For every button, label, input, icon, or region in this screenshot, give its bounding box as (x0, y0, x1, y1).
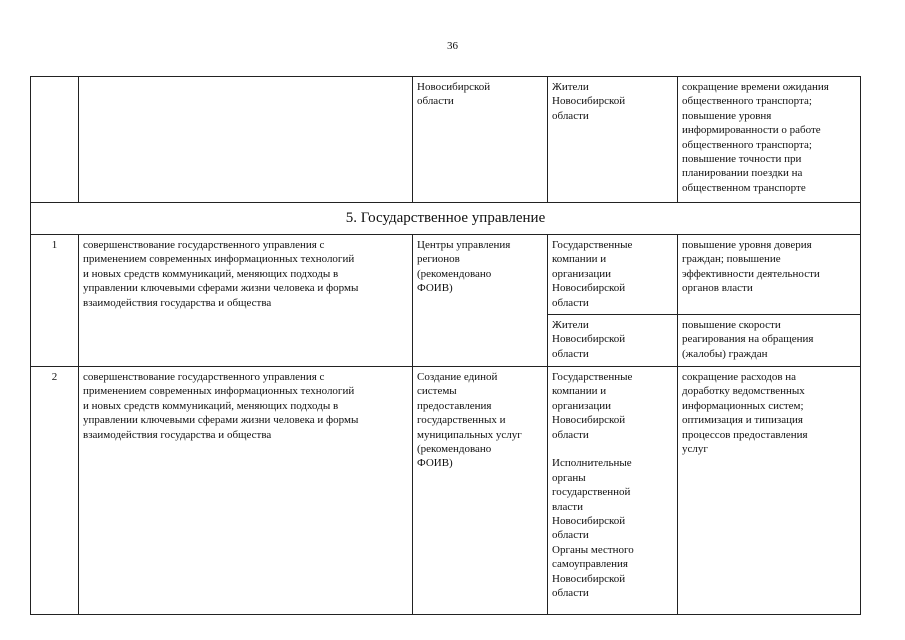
page-number: 36 (447, 40, 458, 52)
effect-cell: сокращение времени ожидания общественного транспорта; повышение уровня информированности о работе общественного транспорта; повышение точности при планировании поездки на общественном транспорте (678, 77, 861, 203)
recipients-cell: Государственные компании и организации Новосибирской области Исполнительные органы государственной власти Новосибирской области Органы местного самоуправления Новосибирской области (548, 367, 678, 615)
recipients-cell: Государственные компании и организации Новосибирской области (548, 235, 678, 315)
row-number-cell (31, 77, 79, 203)
measures-table (30, 76, 861, 615)
section-header-row (31, 203, 861, 235)
effect-cell: повышение скорости реагирования на обращения (жалобы) граждан (678, 315, 861, 367)
row-number-cell: 2 (31, 367, 79, 615)
effect-cell: повышение уровня доверия граждан; повышение эффективности деятельности органов власти (678, 235, 861, 315)
section-title: 5. Государственное управление (31, 203, 861, 235)
row-number-cell: 1 (31, 235, 79, 367)
effect-cell: сокращение расходов на доработку ведомственных информационных систем; оптимизация и типизация процессов предоставления услуг (678, 367, 861, 615)
executor-cell: Центры управления регионов (рекомендовано ФОИВ) (413, 235, 548, 367)
task-cell (79, 77, 413, 203)
table-row (31, 235, 861, 315)
recipients-cell: Жители Новосибирской области (548, 315, 678, 367)
executor-cell: Новосибирской области (413, 77, 548, 203)
task-cell: совершенствование государственного управления с применением современных информационных технологий и новых средств коммуникаций, меняющих подходы в управлении ключевыми сферами жизни человека и формы взаимодействия государства и общества (79, 235, 413, 367)
executor-cell: Создание единой системы предоставления государственных и муниципальных услуг (рекомендовано ФОИВ) (413, 367, 548, 615)
table-row-continuation (31, 77, 861, 203)
task-cell: совершенствование государственного управления с применением современных информационных технологий и новых средств коммуникаций, меняющих подходы в управлении ключевыми сферами жизни человека и формы взаимодействия государства и общества (79, 367, 413, 615)
table-row (31, 367, 861, 615)
recipients-cell: Жители Новосибирской области (548, 77, 678, 203)
